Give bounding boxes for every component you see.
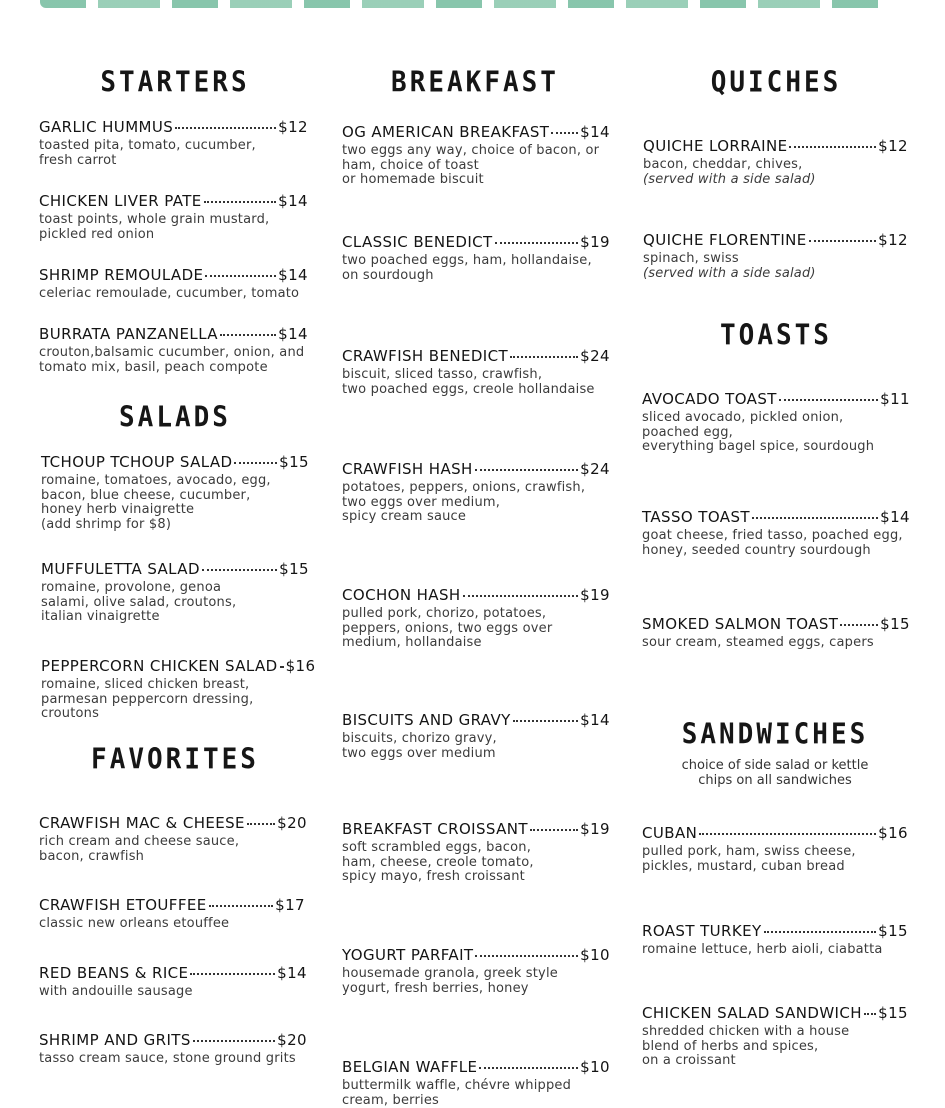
section-title-starters: STARTERS — [100, 66, 250, 100]
item-name: QUICHE LORRAINE — [643, 137, 788, 155]
item-description: tasso cream sauce, stone ground grits — [39, 1051, 296, 1066]
item-description: romaine lettuce, herb aioli, ciabatta — [642, 942, 883, 957]
menu-item — [642, 824, 908, 874]
dot-leader — [475, 955, 578, 957]
menu-item — [41, 560, 309, 625]
item-description: housemade granola, greek style yogurt, fresh berries, honey — [342, 966, 558, 996]
item-price: $16 — [285, 657, 316, 675]
item-name: TASSO TOAST — [642, 508, 750, 526]
section-subtitle: choice of side salad or kettle chips on all sandwiches — [681, 758, 869, 788]
dot-leader — [752, 517, 878, 519]
item-description: romaine, tomatoes, avocado, egg, bacon, blue cheese, cucumber, honey herb vinaigrette (add shrimp for $8) — [41, 473, 271, 532]
dot-leader — [247, 823, 275, 825]
dot-leader — [779, 399, 878, 401]
dot-leader — [764, 931, 877, 933]
banner-decoration — [40, 0, 890, 8]
dot-leader — [190, 973, 275, 975]
item-name: CHICKEN LIVER PATE — [39, 192, 202, 210]
menu-item — [342, 347, 610, 397]
menu-item — [642, 922, 908, 958]
dot-leader — [495, 242, 579, 244]
item-name: CHICKEN SALAD SANDWICH — [642, 1004, 862, 1022]
menu-item — [39, 266, 308, 302]
dot-leader — [475, 469, 578, 471]
dot-leader — [551, 132, 578, 134]
menu-item — [39, 896, 305, 932]
item-price: $15 — [279, 560, 309, 578]
item-price: $14 — [278, 325, 308, 343]
dot-leader — [513, 720, 578, 722]
item-price: $10 — [580, 1058, 610, 1076]
item-name: SHRIMP REMOULADE — [39, 266, 204, 284]
item-description: biscuit, sliced tasso, crawfish, two poached eggs, creole hollandaise — [342, 367, 595, 397]
item-price: $14 — [580, 123, 610, 141]
menu-item — [41, 453, 309, 532]
item-description: celeriac remoulade, cucumber, tomato — [39, 286, 300, 301]
dot-leader — [809, 240, 876, 242]
dot-leader — [234, 462, 277, 464]
item-price: $19 — [580, 586, 610, 604]
item-description: goat cheese, fried tasso, poached egg, honey, seeded country sourdough — [642, 528, 903, 558]
item-price: $15 — [878, 922, 908, 940]
item-name: BURRATA PANZANELLA — [39, 325, 218, 343]
item-description: potatoes, peppers, onions, crawfish, two eggs over medium, spicy cream sauce — [342, 480, 586, 524]
menu-item — [39, 192, 308, 242]
item-price: $15 — [880, 615, 910, 633]
section-title-breakfast: BREAKFAST — [391, 66, 559, 100]
menu-item — [643, 231, 908, 281]
item-description: soft scrambled eggs, bacon, ham, cheese, creole tomato, spicy mayo, fresh croissant — [342, 840, 534, 884]
item-name: GARLIC HUMMUS — [39, 118, 174, 136]
menu-item — [643, 137, 908, 187]
item-description: toasted pita, tomato, cucumber, fresh carrot — [39, 138, 256, 168]
item-description: shredded chicken with a house blend of herbs and spices, on a croissant — [642, 1024, 850, 1068]
menu-item — [642, 390, 910, 455]
item-description: crouton,balsamic cucumber, onion, and tomato mix, basil, peach compote — [39, 345, 305, 375]
item-price: $15 — [279, 453, 309, 471]
item-name: CRAWFISH BENEDICT — [342, 347, 509, 365]
dot-leader — [699, 833, 876, 835]
item-price: $12 — [878, 137, 908, 155]
dot-leader — [530, 829, 578, 831]
menu-item — [342, 233, 610, 283]
menu-item — [39, 118, 308, 168]
section-title-favorites: FAVORITES — [91, 743, 259, 777]
item-note: (served with a side salad) — [643, 171, 816, 187]
menu-item — [41, 657, 316, 722]
item-price: $10 — [580, 946, 610, 964]
item-price: $16 — [878, 824, 908, 842]
menu-item — [342, 460, 610, 525]
section-title-quiches: QUICHES — [710, 66, 842, 100]
item-price: $15 — [878, 1004, 908, 1022]
menu-item — [342, 946, 610, 996]
item-name: MUFFULETTA SALAD — [41, 560, 200, 578]
item-name: SMOKED SALMON TOAST — [642, 615, 839, 633]
item-name: TCHOUP TCHOUP SALAD — [41, 453, 233, 471]
item-name: CLASSIC BENEDICT — [342, 233, 493, 251]
dot-leader — [205, 275, 276, 277]
item-name: BISCUITS AND GRAVY — [342, 711, 511, 729]
item-price: $20 — [277, 814, 307, 832]
item-price: $14 — [278, 266, 308, 284]
item-name: CUBAN — [642, 824, 698, 842]
dot-leader — [193, 1040, 275, 1042]
item-price: $12 — [278, 118, 308, 136]
menu-item — [342, 123, 610, 188]
item-price: $12 — [878, 231, 908, 249]
item-name: PEPPERCORN CHICKEN SALAD — [41, 657, 278, 675]
dot-leader — [280, 666, 284, 668]
dot-leader — [479, 1067, 578, 1069]
dot-leader — [204, 201, 276, 203]
item-description: romaine, sliced chicken breast, parmesan peppercorn dressing, croutons — [41, 677, 254, 721]
menu-item — [342, 820, 610, 885]
item-description: toast points, whole grain mustard, pickled red onion — [39, 212, 270, 242]
item-name: OG AMERICAN BREAKFAST — [342, 123, 550, 141]
item-price: $24 — [580, 347, 610, 365]
section-title-salads: SALADS — [119, 401, 231, 435]
item-price: $14 — [880, 508, 910, 526]
item-name: BELGIAN WAFFLE — [342, 1058, 478, 1076]
dot-leader — [463, 595, 579, 597]
item-description: two poached eggs, ham, hollandaise, on sourdough — [342, 253, 592, 283]
dot-leader — [209, 905, 274, 907]
item-name: SHRIMP AND GRITS — [39, 1031, 191, 1049]
item-description: buttermilk waffle, chévre whipped cream, berries — [342, 1078, 572, 1108]
item-description: with andouille sausage — [39, 984, 193, 999]
menu-item — [642, 1004, 908, 1069]
item-description: sliced avocado, pickled onion, poached egg, everything bagel spice, sourdough — [642, 410, 875, 454]
item-description: sour cream, steamed eggs, capers — [642, 635, 874, 650]
item-description: pulled pork, ham, swiss cheese, pickles, mustard, cuban bread — [642, 844, 856, 874]
item-name: ROAST TURKEY — [642, 922, 762, 940]
item-name: CRAWFISH HASH — [342, 460, 473, 478]
dot-leader — [864, 1013, 876, 1015]
item-description: pulled pork, chorizo, potatoes, peppers, onions, two eggs over medium, hollandaise — [342, 606, 553, 650]
item-description: rich cream and cheese sauce, bacon, crawfish — [39, 834, 240, 864]
item-note: (served with a side salad) — [643, 265, 816, 281]
item-name: COCHON HASH — [342, 586, 461, 604]
item-price: $24 — [580, 460, 610, 478]
item-price: $17 — [275, 896, 305, 914]
item-name: CRAWFISH ETOUFFEE — [39, 896, 207, 914]
menu-item — [342, 1058, 610, 1108]
section-title-toasts: TOASTS — [720, 319, 832, 353]
item-price: $14 — [277, 964, 307, 982]
item-description: bacon, cheddar, chives, — [643, 157, 803, 172]
menu-item — [642, 615, 910, 651]
dot-leader — [789, 146, 876, 148]
menu-item — [342, 586, 610, 651]
dot-leader — [840, 624, 878, 626]
dot-leader — [510, 356, 578, 358]
dot-leader — [202, 569, 277, 571]
item-price: $14 — [278, 192, 308, 210]
menu-item — [39, 814, 307, 864]
item-description: two eggs any way, choice of bacon, or ham, choice of toast or homemade biscuit — [342, 143, 600, 187]
item-name: BREAKFAST CROISSANT — [342, 820, 528, 838]
item-description: spinach, swiss — [643, 251, 739, 266]
menu-item — [39, 325, 308, 375]
item-price: $19 — [580, 820, 610, 838]
item-name: RED BEANS & RICE — [39, 964, 189, 982]
item-price: $19 — [580, 233, 610, 251]
dot-leader — [175, 127, 276, 129]
dot-leader — [220, 334, 276, 336]
item-description: romaine, provolone, genoa salami, olive salad, croutons, italian vinaigrette — [41, 580, 237, 624]
item-name: CRAWFISH MAC & CHEESE — [39, 814, 245, 832]
item-name: QUICHE FLORENTINE — [643, 231, 807, 249]
item-price: $20 — [277, 1031, 307, 1049]
section-title-sandwiches: SANDWICHES — [681, 718, 869, 752]
item-description: classic new orleans etouffee — [39, 916, 230, 931]
item-name: AVOCADO TOAST — [642, 390, 777, 408]
item-description: biscuits, chorizo gravy, two eggs over medium — [342, 731, 497, 761]
item-price: $14 — [580, 711, 610, 729]
menu-item — [642, 508, 910, 558]
menu-item — [342, 711, 610, 761]
item-price: $11 — [880, 390, 910, 408]
menu-item — [39, 1031, 307, 1067]
item-name: YOGURT PARFAIT — [342, 946, 474, 964]
menu-item — [39, 964, 307, 1000]
